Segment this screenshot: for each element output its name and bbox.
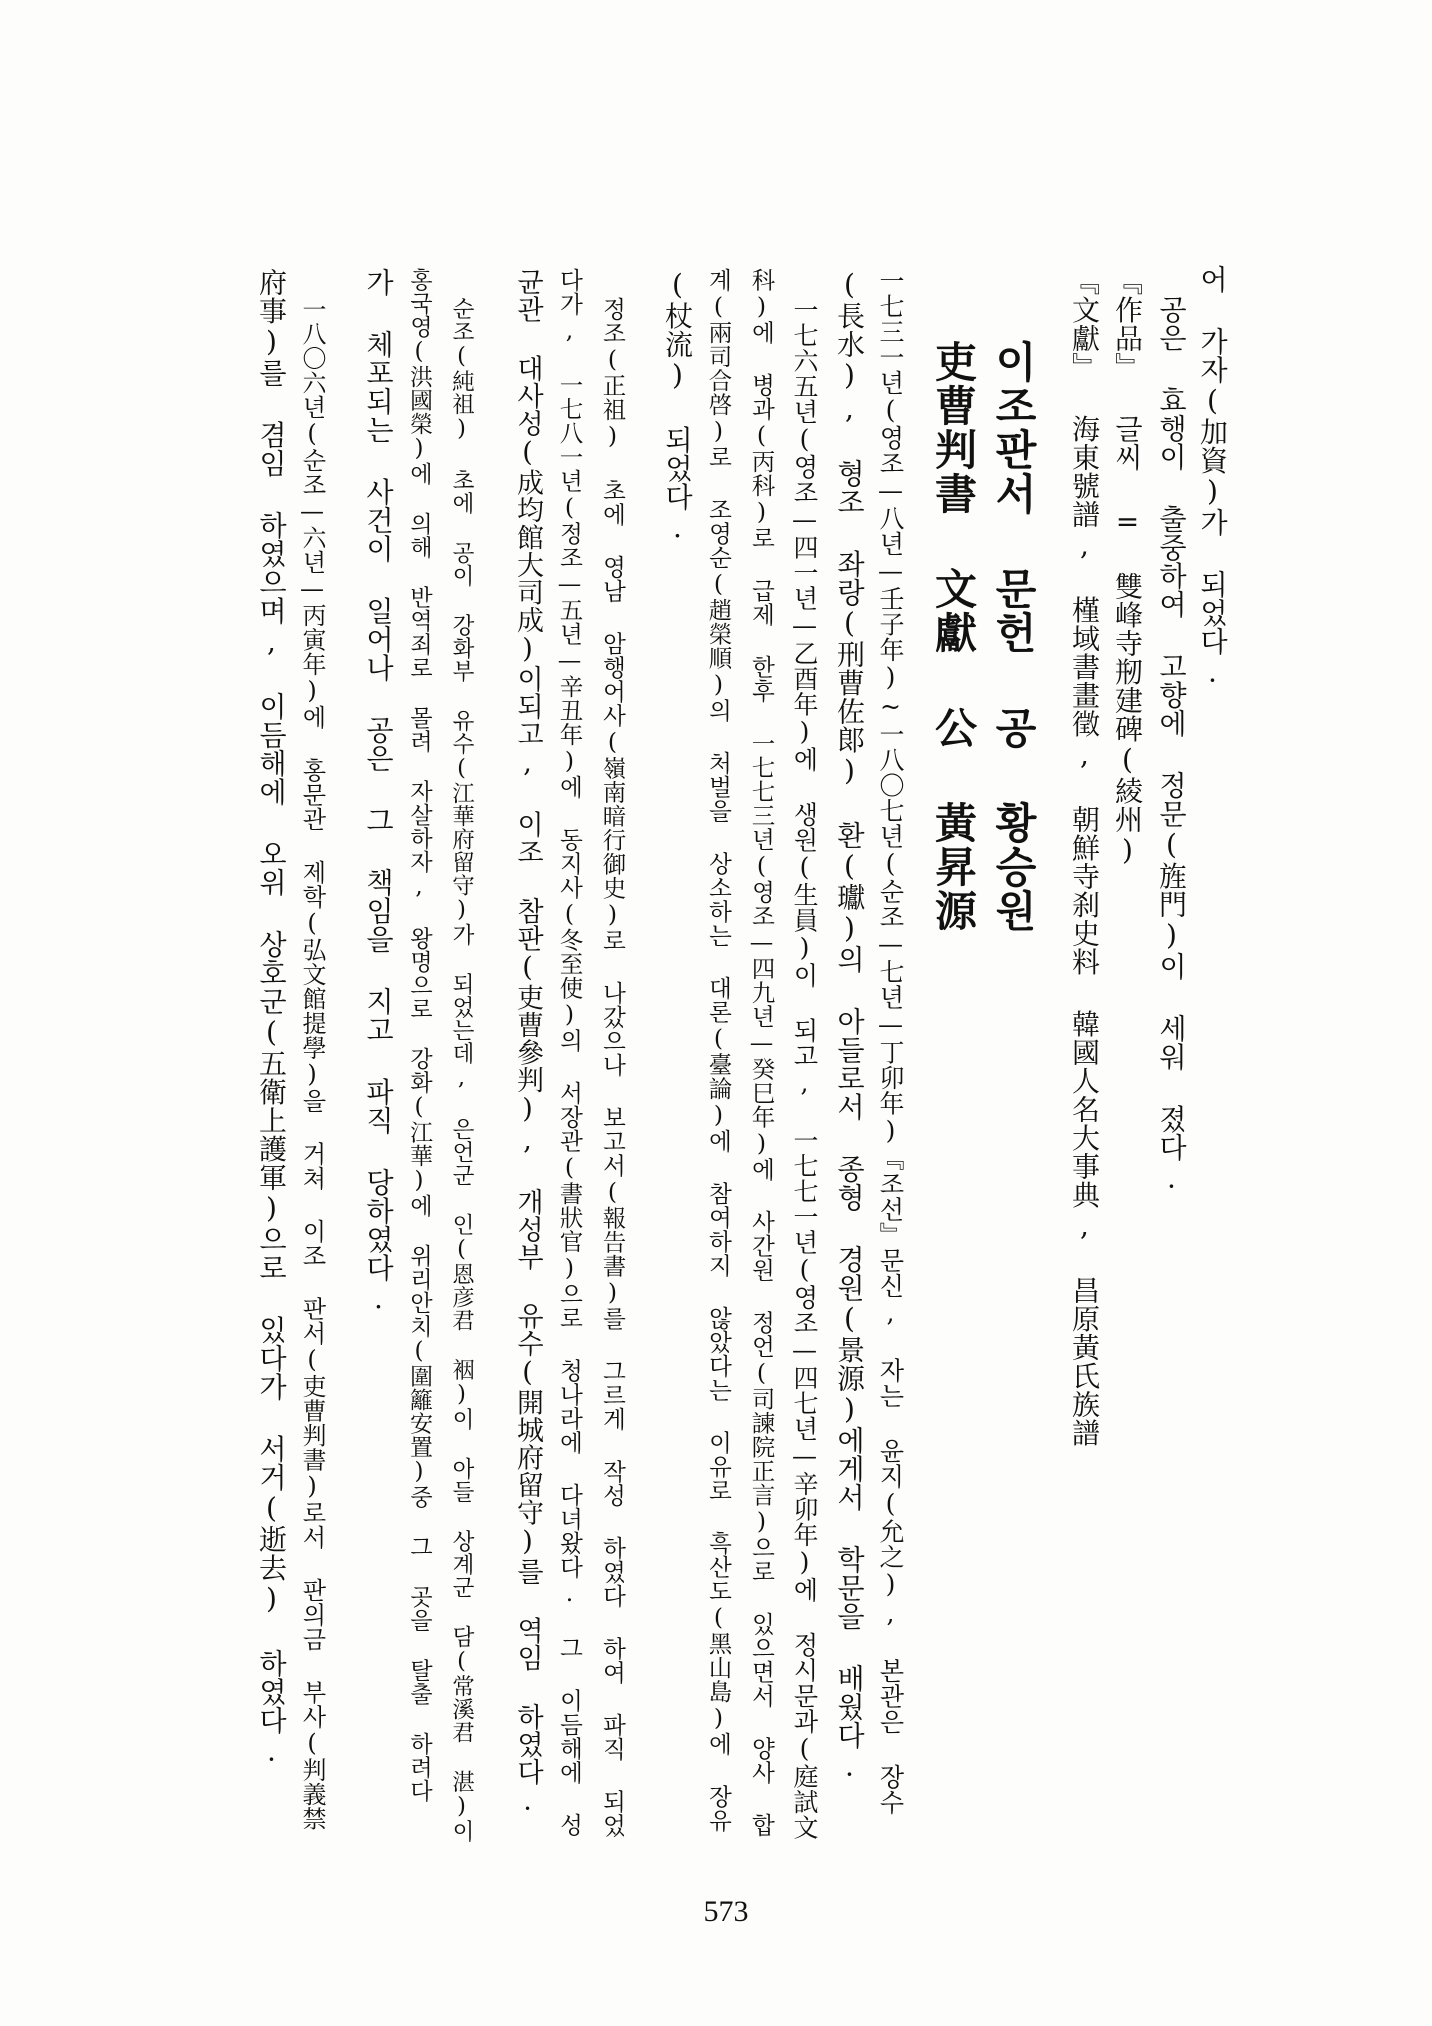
text-column: 균관 대사성(成均館大司成)이되고, 이조 참판(吏曹參判), 개성부 유수(開城府留守)를 역임 하였다. [512, 268, 543, 1817]
text-column: 一七六五년(영조—四一년—乙酉年)에 생원(生員)이 되고, 一七七一년(영조—四七년—辛卯年)에 정시문과(庭試文 [790, 297, 819, 1840]
text-column: 계(兩司合啓)로 조영순(趙榮順)의 처벌을 상소하는 대론(臺論)에 참여하지 않았다는 이유로 흑산도(黑山島)에 장유 [704, 268, 733, 1833]
page-number: 573 [703, 1895, 749, 1928]
text-column: 一八〇六년(순조—六년—丙寅年)에 홍문관 제학(弘文館提學)을 거쳐 이조 판서(吏曹判書)로서 판의금 부사(判義禁 [298, 297, 326, 1831]
text-column: 정조(正祖) 초에 영남 암행어사(嶺南暗行御史)로 나갔으나 보고서(報告書)를 그르게 작성 하였다 하여 파직 되었 [598, 297, 627, 1838]
text-column: 어 가자(加資)가 되었다. [1196, 265, 1229, 689]
text-column: 홍국영(洪國榮)에 의해 반역죄로 몰려 자살하자, 왕명으로 강화(江華)에 위리안치(圍籬安置)중 그 곳을 탈출 하려다 [406, 268, 432, 1803]
text-column: 공은 효행이 출중하여 고향에 정문(旌門)이 세워 졌다. [1155, 295, 1188, 1195]
section-title-hanja: 吏曹判書 文獻 公 黃昇源 [929, 340, 978, 933]
text-column: 가 체포되는 사건이 일어나 공은 그 책임을 지고 파직 당하였다. [362, 268, 395, 1316]
text-column: 다가, 一七八一년(정조—五년—辛丑年)에 동지사(冬至使)의 서장관(書狀官)으로 청나라에 다녀왔다. 그 이듬해에 성 [555, 268, 584, 1837]
text-column: (長水), 형조 좌랑(刑曹佐郞) 환(瓛)의 아들로서 종형 경원(景源)에게서 학문을 배웠다. [833, 268, 866, 1783]
text-column: 一七三一년(영조—八년—壬子年)~一八〇七년(순조—七년—丁卯年)『조선』문신, 자는 윤지(允之), 본관은 장수 [876, 268, 905, 1815]
text-column: 순조(純祖) 초에 공이 강화부 유수(江華府留守)가 되었는데, 은언군 인(恩彦君 裀)이 아들 상계군 담(常溪君 湛)이 [448, 297, 475, 1843]
text-column: 科)에 병과(丙科)로 급제 한후 一七七三년(영조—四九년—癸巳年)에 사간원 정언(司諫院正言)으로 있으면서 양사 합 [747, 268, 776, 1837]
text-column: (杖流) 되었다. [661, 268, 694, 545]
text-column: 『文獻』 海東號譜, 槿域書畫徵, 朝鮮寺刹史料 韓國人名大事典, 昌原黃氏族譜 [1068, 267, 1101, 1447]
text-column: 府事)를 겸임 하였으며, 이듬해에 오위 상호군(五衛上護軍)으로 있다가 서거(逝去) 하였다. [255, 268, 288, 1768]
section-title-hangul: 이조판서 문헌 공 황승원 [989, 340, 1038, 933]
text-column: 『作品』 글씨 = 雙峰寺剏建碑(綾州) [1111, 267, 1144, 867]
